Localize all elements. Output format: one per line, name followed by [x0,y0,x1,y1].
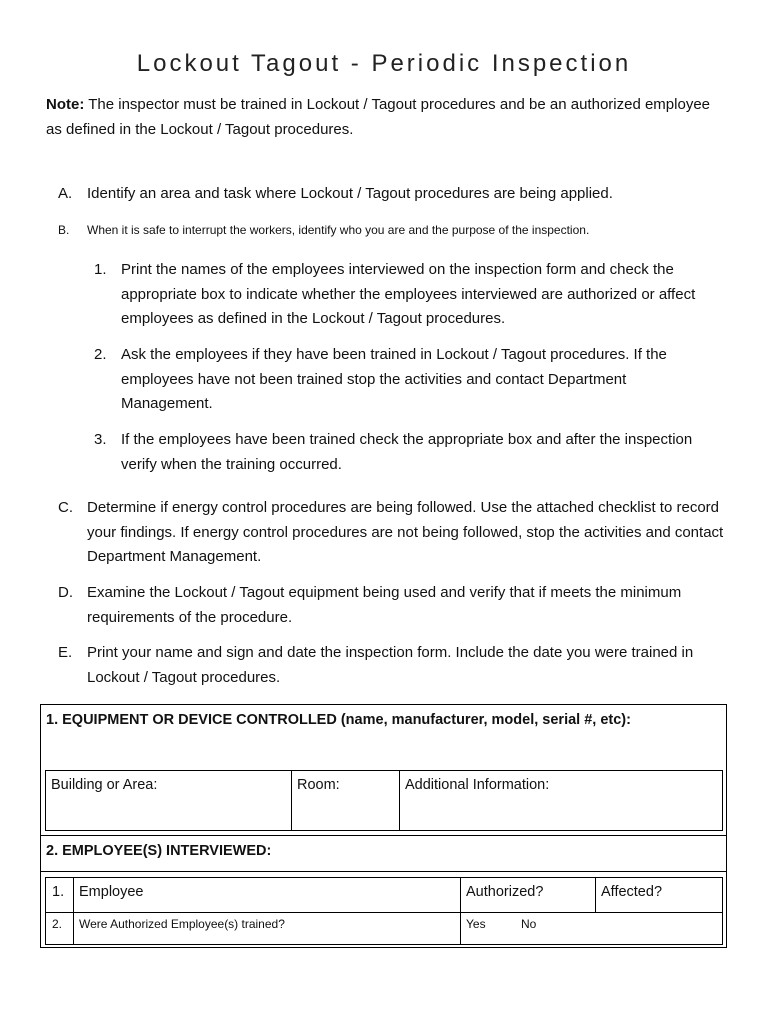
room-field[interactable] [291,771,399,830]
location-row [45,770,723,831]
sub-step-3 [94,428,714,477]
training-question: Were Authorized Employee(s) trained? [73,913,460,944]
authorized-label: Authorized? [466,884,544,900]
additional-info-field[interactable] [399,771,722,830]
instruction-e [58,641,726,690]
section1-title: 1. EQUIPMENT OR DEVICE CONTROLLED (name, manufacturer, model, serial #, etc): [46,712,631,728]
note-paragraph [46,93,726,142]
sub-step-marker: 1. [94,261,107,278]
inspection-form [40,704,727,948]
section2-title: 2. EMPLOYEE(S) INTERVIEWED: [46,843,272,859]
room-label: Room: [297,777,340,793]
sub-step-text: Print the names of the employees interviewed on the inspection form and check the appropriate box to indicate whether the employees interviewed are authorized or affect employees as defined in the Lockout / Tagout procedures. [121,261,696,327]
instruction-text: Examine the Lockout / Tagout equipment being used and verify that if meets the minimum requirements of the procedure. [87,584,682,626]
row-number: 1. [52,884,65,900]
section-divider [41,835,726,836]
building-area-field[interactable] [46,771,291,830]
employee-row [45,877,723,913]
training-row [45,912,723,945]
section-divider [41,871,726,872]
sub-step-marker: 2. [94,346,107,363]
sub-step-text: Ask the employees if they have been trained in Lockout / Tagout procedures. If the employees have not been trained stop the activities and contact Department Management. [121,346,667,412]
instruction-text: Identify an area and task where Lockout / Tagout procedures are being applied. [87,185,613,202]
instruction-b [58,218,726,243]
authorized-checkbox-cell[interactable] [460,878,595,912]
page-title: Lockout Tagout - Periodic Inspection [136,50,632,77]
instruction-marker: E. [58,644,73,661]
sub-step-text: If the employees have been trained check the appropriate box and after the inspection verify when the training occurred. [121,431,693,473]
yes-no-cell [460,913,722,944]
instruction-a [58,182,726,207]
building-area-label: Building or Area: [51,777,158,793]
sub-step-marker: 3. [94,431,107,448]
affected-label: Affected? [601,884,663,900]
affected-checkbox-cell[interactable] [595,878,722,912]
note-label: Note: [46,96,85,113]
instruction-c [58,496,726,570]
instruction-text: When it is safe to interrupt the workers, identify who you are and the purpose of the inspection. [87,223,590,237]
row-number: 2. [52,917,63,931]
employee-label: Employee [79,884,144,900]
instruction-text: Determine if energy control procedures are being followed. Use the attached checklist to record your findings. If energy control procedures are not being followed, stop the activities and contact Department Management. [87,499,724,565]
instruction-marker: D. [58,584,73,601]
sub-step-1 [94,258,714,332]
instruction-marker: B. [58,223,70,237]
additional-info-label: Additional Information: [405,777,550,793]
note-text: The inspector must be trained in Lockout / Tagout procedures and be an authorized employee as defined in the Lockout / Tagout procedures. [46,96,711,138]
employee-field[interactable] [73,878,460,912]
yes-option[interactable]: Yes [466,917,486,931]
instruction-marker: C. [58,499,73,516]
instruction-marker: A. [58,185,73,202]
sub-step-2 [94,343,714,417]
instruction-d [58,581,726,630]
no-option[interactable]: No [521,917,537,931]
instruction-text: Print your name and sign and date the inspection form. Include the date you were trained in Lockout / Tagout procedures. [87,644,694,686]
